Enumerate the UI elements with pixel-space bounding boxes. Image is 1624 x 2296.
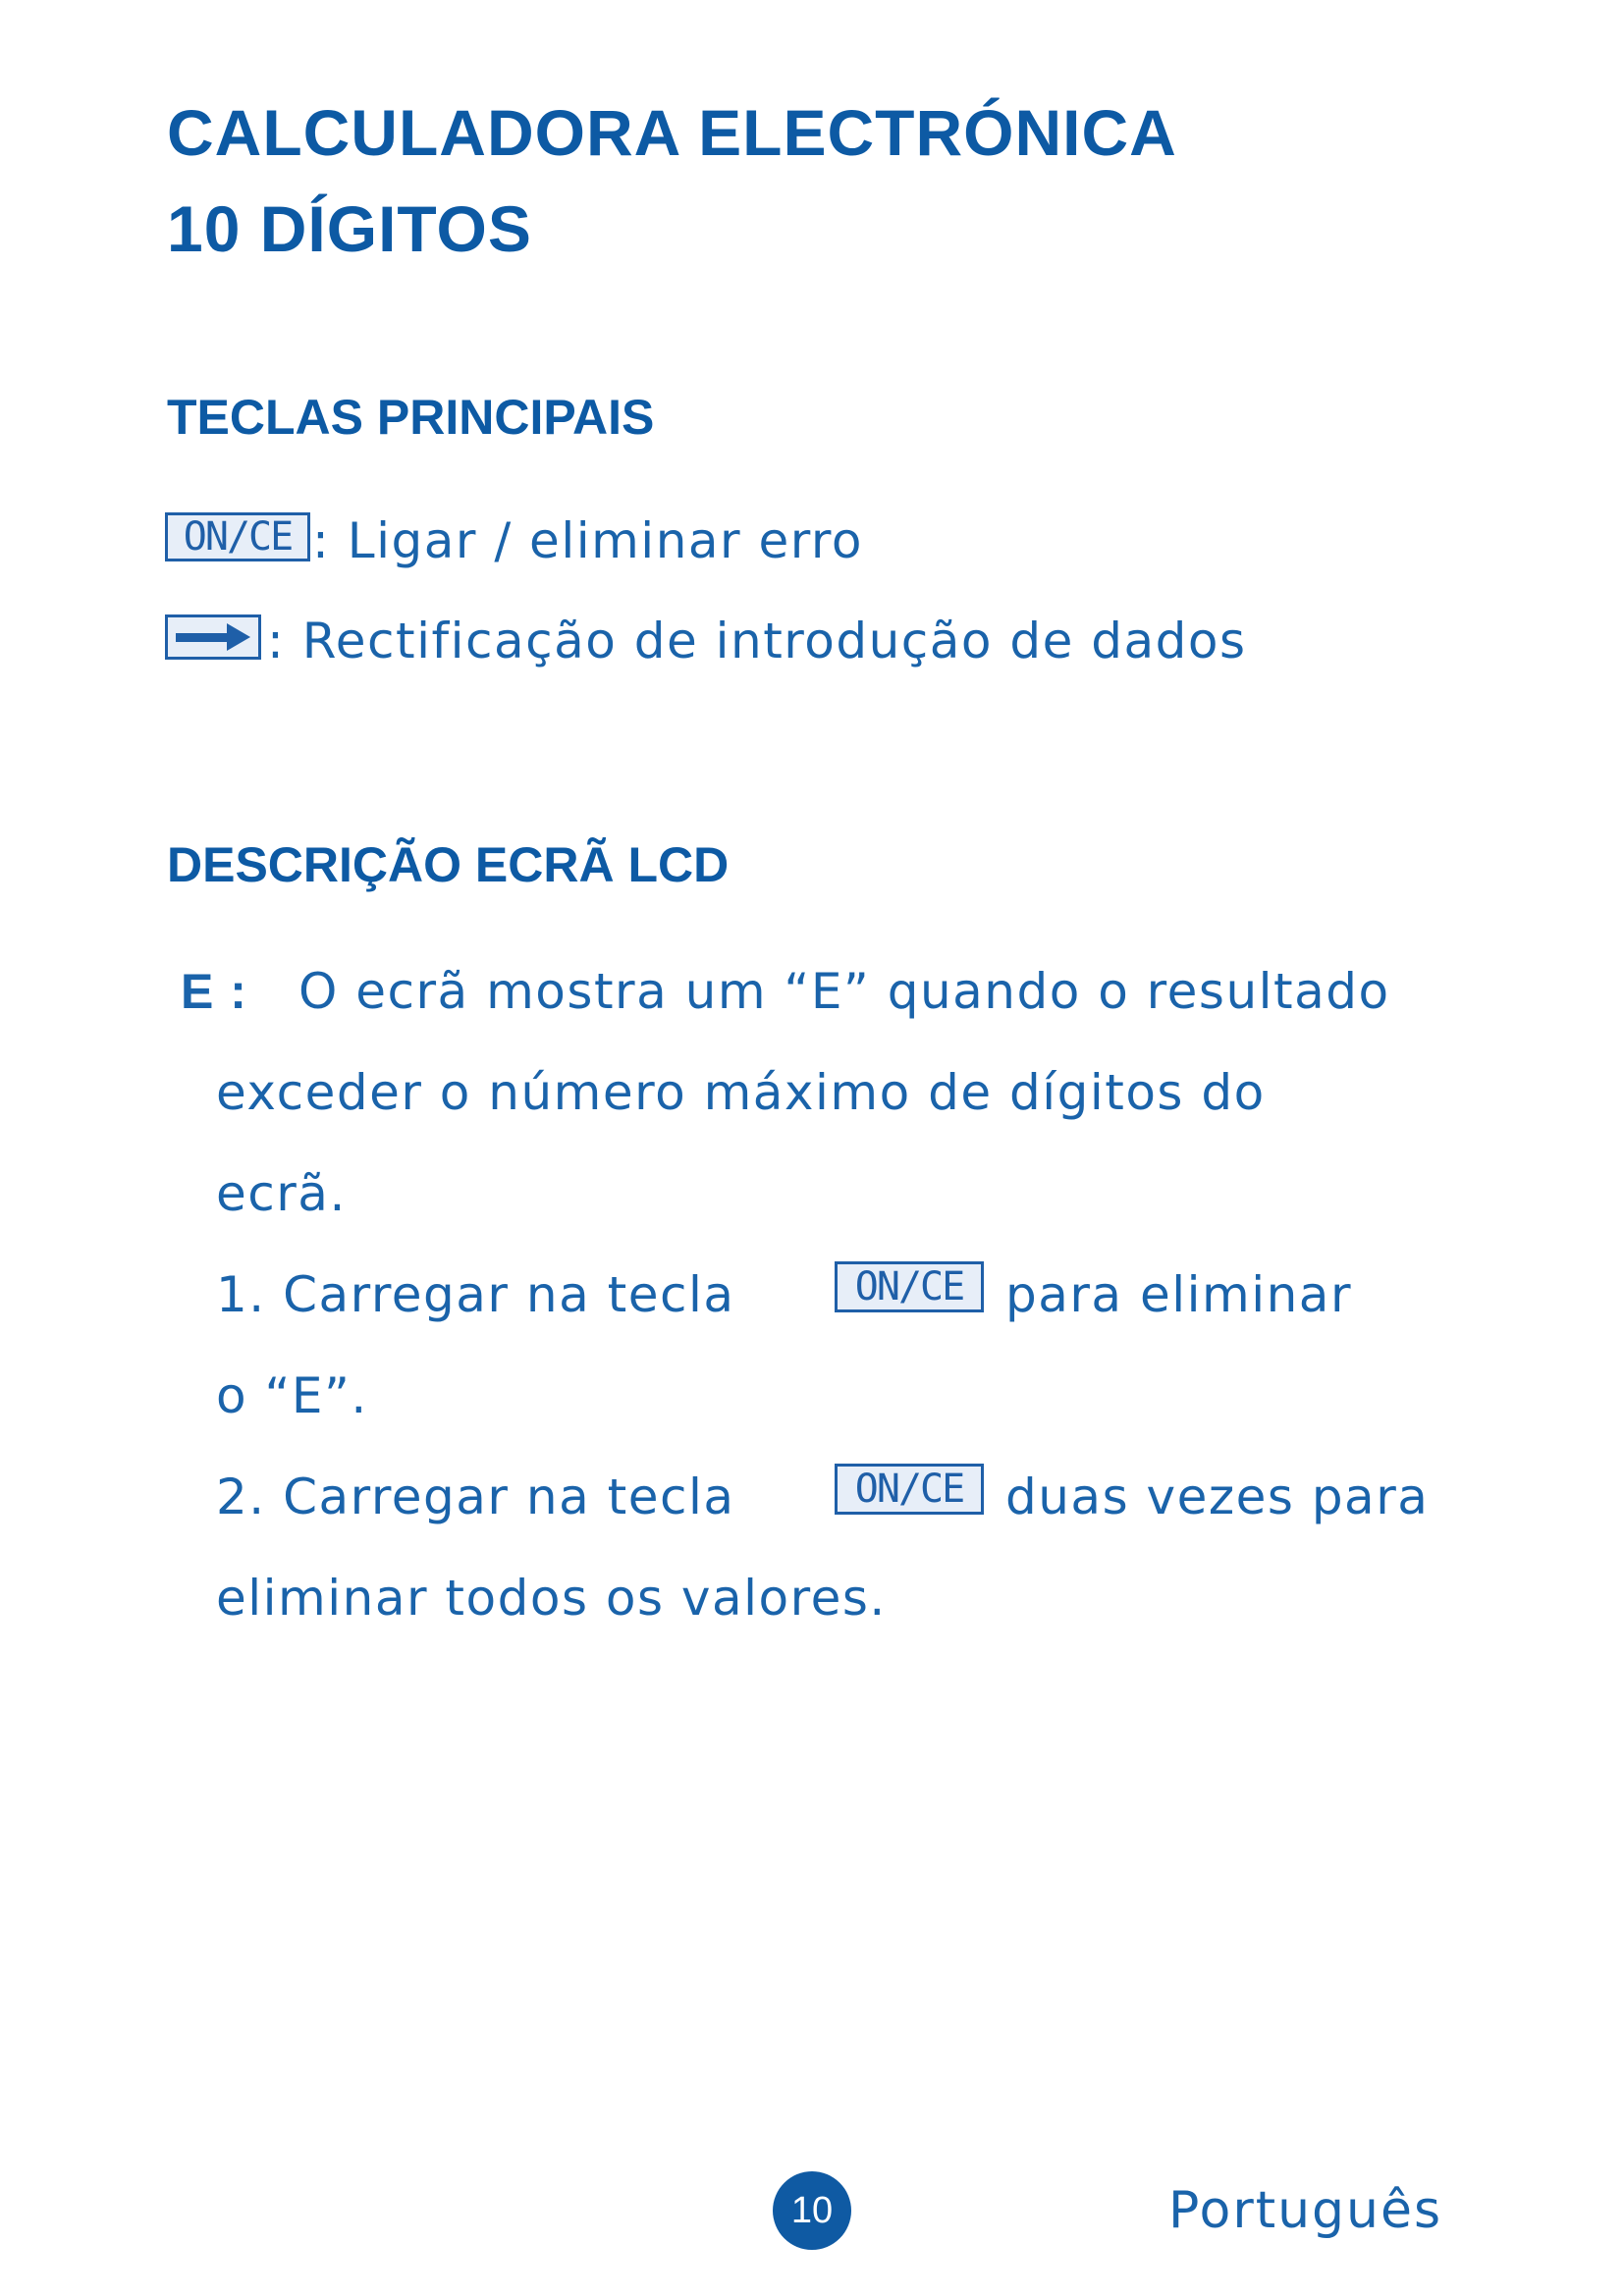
- step-2-prefix: 2. Carregar na tecla: [216, 1468, 735, 1525]
- e-indicator-label: E :: [181, 964, 248, 1019]
- step-1-suffix: para eliminar: [1005, 1266, 1352, 1323]
- footer-language-label: Português: [1168, 2181, 1443, 2240]
- page-title-line-2: 10 DÍGITOS: [167, 192, 532, 265]
- step-2-continuation: eliminar todos os valores.: [216, 1570, 887, 1627]
- page-title-line-1: CALCULADORA ELECTRÓNICA: [167, 96, 1177, 169]
- e-description-line-3: ecrã.: [216, 1165, 347, 1222]
- step-1-continuation: o “E”.: [216, 1367, 368, 1424]
- section-heading-lcd: DESCRIÇÃO ECRÃ LCD: [167, 837, 730, 892]
- step-2-suffix: duas vezes para: [1005, 1468, 1430, 1525]
- e-description-line-2: exceder o número máximo de dígitos do: [216, 1064, 1266, 1121]
- on-ce-key-icon: ON/CE: [165, 512, 310, 561]
- step-1-prefix: 1. Carregar na tecla: [216, 1266, 735, 1323]
- on-ce-description: : Ligar / eliminar erro: [312, 512, 863, 569]
- page-number: 10: [773, 2171, 851, 2250]
- on-ce-key-icon: ON/CE: [835, 1261, 984, 1312]
- on-ce-key-icon: ON/CE: [835, 1464, 984, 1515]
- right-arrow-key-icon: [165, 614, 261, 660]
- arrow-key-description: : Rectificação de introdução de dados: [267, 613, 1247, 669]
- e-description-line-1: O ecrã mostra um “E” quando o resultado: [298, 963, 1390, 1020]
- section-heading-main-keys: TECLAS PRINCIPAIS: [167, 390, 655, 445]
